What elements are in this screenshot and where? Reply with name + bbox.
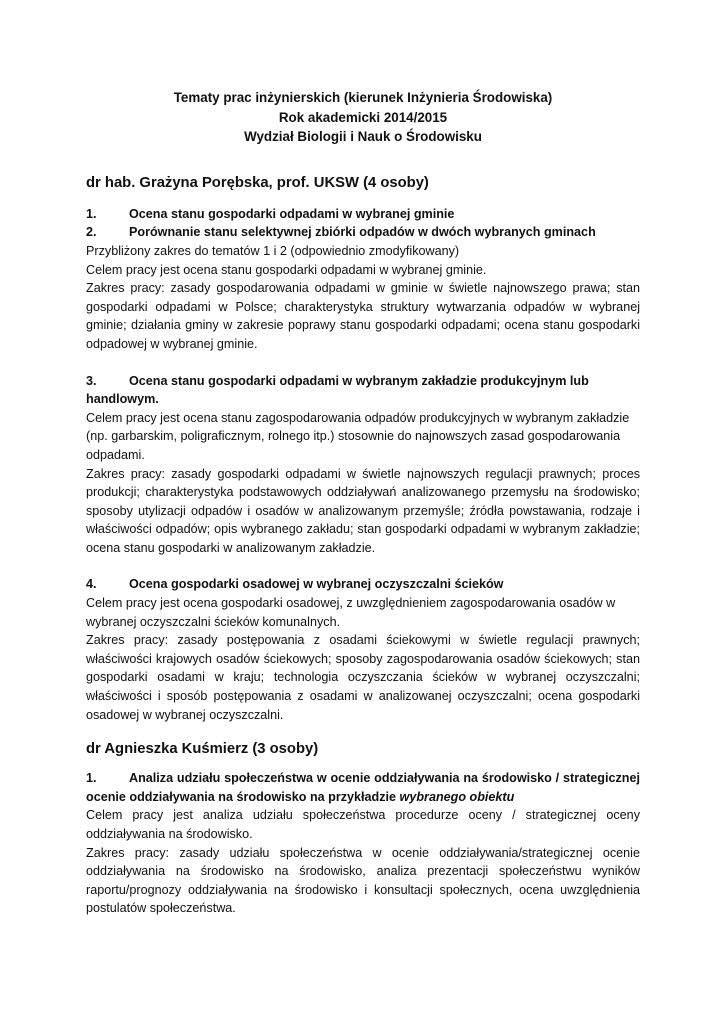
scope-paragraph: Zakres pracy: zasady gospodarowania odpadami w gminie w świetle najnowszego prawa; stan gospodarki odpadami w Polsce; charakterystyka struktury wytwarzania odpadów w wybranej gminie; działania gminy w zakresie poprawy stanu gospodarki odpadami; ocena stanu gospodarki odpadowej w wybranej gminie. (86, 281, 640, 351)
document-title (86, 88, 640, 147)
title-line-1: Tematy prac inżynierskich (kierunek Inżynieria Środowiska) (173, 90, 553, 105)
topic-heading (86, 223, 640, 242)
title-line-3: Wydział Biologii i Nauk o Środowisku (244, 129, 482, 145)
scope-paragraph: Zakres pracy: zasady gospodarki odpadami w świetle najnowszych regulacji prawnych; proces produkcji; charakterystyka podstawowych oddziaływań analizowanego przemysłu na środowisko; sposoby utylizacji odpadów i osadów w analizowanym przemyśle; źródła powstawania, rodzaje i właściwości odpadów; opis wybranego zakładu; stan gospodarki odpadami w wybranym zakładzie; ocena stanu gospodarki w analizowanym zakładzie. (86, 466, 640, 555)
topic-number: 1. (86, 206, 97, 221)
goal-paragraph: Celem pracy jest ocena gospodarki osadowej, z uwzględnieniem zagospodarowania osadów w wybranej oczyszczalni ścieków komunalnych. (86, 596, 616, 629)
topic-title (86, 372, 640, 409)
topic-number: 2. (86, 225, 97, 240)
topic-number: 3. (86, 373, 97, 388)
section-author-porebska: dr hab. Grażyna Porębska, prof. UKSW (4 osoby) (86, 174, 429, 191)
topic-title-italic: wybranego obiektu (399, 789, 515, 804)
scope-paragraph: Zakres pracy: zasady postępowania z osadami ściekowymi w świetle regulacji prawnych; właściwości krajowych osadów ściekowych; sposoby zagospodarowania osadów ściekowych; stan gospodarki osadami w kraju; technologia oczyszczania ścieków w wybranej oczyszczalni; właściwości i sposób postępowania z osadami w analizowanej oczyszczalni; ocena gospodarki osadowej w wybranej oczyszczalni. (86, 633, 640, 722)
topic-title: Analiza udziału społeczeństwa w ocenie oddziaływania na środowisko / strategicznej ocenie oddziaływania na środowisko na przykładzie (86, 771, 640, 804)
goal-paragraph: Celem pracy jest ocena stanu zagospodarowania odpadów produkcyjnych w wybranym zakładzie (np. garbarskim, poligraficznym, rolnego itp.) stosownie do najnowszych zasad gospodarowania odpadami. (86, 410, 630, 462)
goal-paragraph: Celem pracy jest analiza udziału społeczeństwa procedurze oceny / strategicznej oceny oddziaływania na środowisko. (86, 808, 640, 841)
topic-heading (86, 205, 640, 224)
scope-paragraph: Zakres pracy: zasady udziału społeczeństwa w ocenie oddziaływania/strategicznej ocenie oddziaływania na środowisko na środowisko, analiza prezentacji społeczeństwu wyników raportu/prognozy oddziaływania na środowisko i konsultacji społecznych, ocena uwzględnienia postulatów społeczeństwa. (86, 845, 640, 916)
section-author-kusmierz: dr Agnieszka Kuśmierz (3 osoby) (86, 741, 319, 758)
document-page (86, 0, 640, 1024)
topic-number: 1. (86, 771, 97, 786)
scope-note: Przybliżony zakres do tematów 1 i 2 (odpowiednio zmodyfikowany) (86, 243, 460, 258)
title-line-2: Rok akademicki 2014/2015 (278, 109, 448, 125)
topic-title-text: Ocena stanu gospodarki odpadami w wybranym zakładzie produkcyjnym lub handlowym. (86, 373, 589, 407)
topic-heading (86, 575, 640, 594)
topic-heading (86, 372, 640, 409)
spacer (86, 557, 640, 575)
topic-number: 4. (86, 577, 97, 592)
spacer (86, 354, 640, 372)
topic-heading (86, 769, 640, 806)
topic-title: Ocena gospodarki osadowej w wybranej oczyszczalni ścieków (129, 577, 504, 592)
topic-title: Porównanie stanu selektywnej zbiórki odpadów w dwóch wybranych gminach (129, 225, 596, 240)
goal-paragraph: Celem pracy jest ocena stanu gospodarki odpadami w wybranej gminie. (86, 262, 487, 277)
topic-title: Ocena stanu gospodarki odpadami w wybranej gminie (129, 206, 455, 221)
